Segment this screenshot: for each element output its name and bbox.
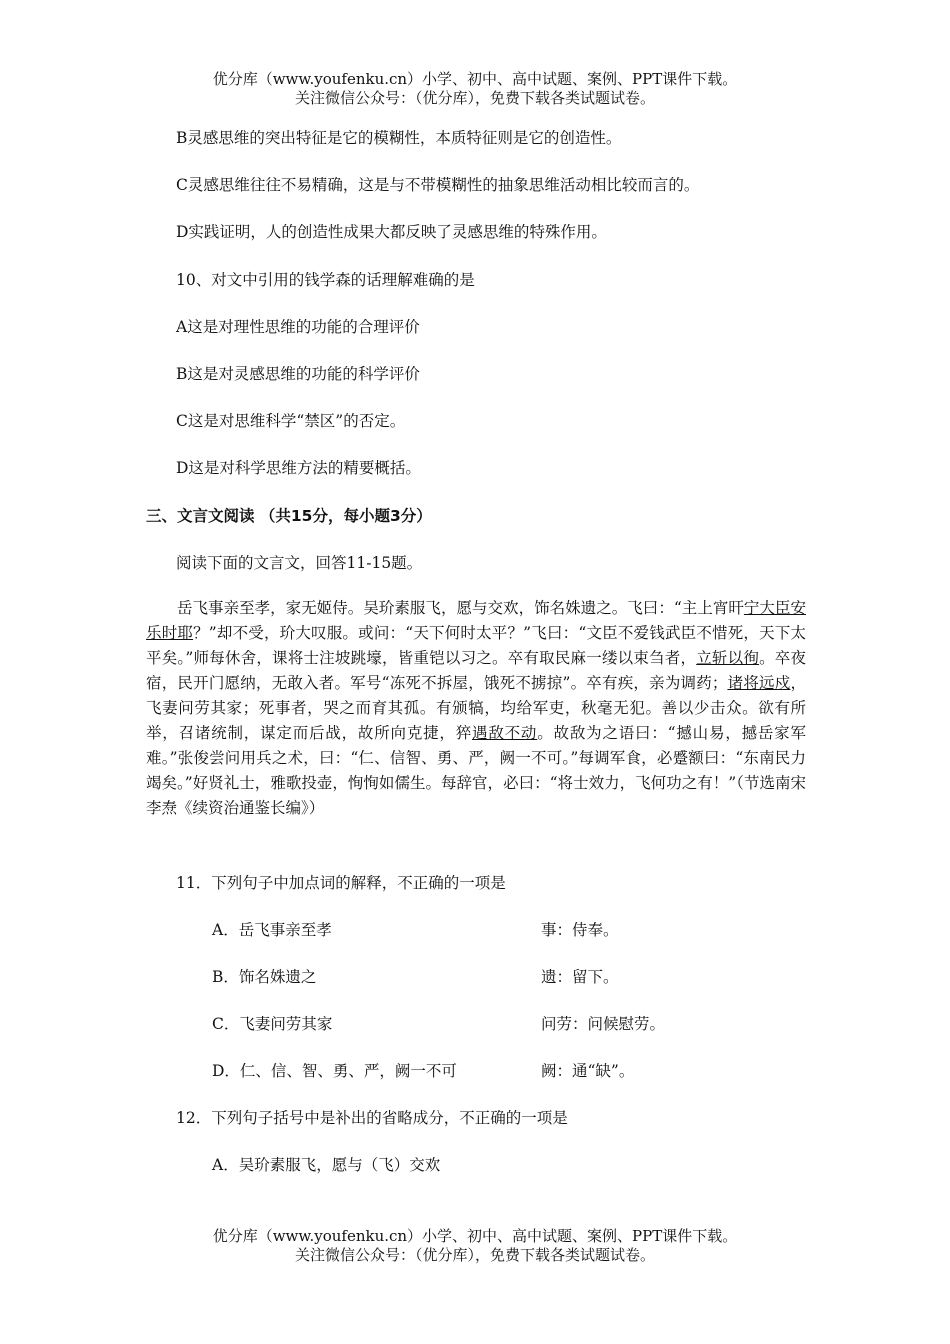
classical-passage — [146, 596, 806, 821]
q10-stem: 10、对文中引用的钱学森的话理解难确的是 — [176, 271, 475, 289]
q11-option-c: C．飞妻问劳其家 — [212, 1015, 333, 1033]
page-footer — [0, 1227, 950, 1265]
passage-segment: 岳飞事亲至孝，家无姬侍。吴玠素服飞，愿与交欢，饰名姝遗之。飞曰：“主上宵旰 — [177, 599, 744, 617]
q11-option-d: D．仁、信、智、勇、严，阙一不可 — [212, 1062, 457, 1080]
page-header — [0, 70, 950, 108]
q10-option-d: D这是对科学思维方法的精要概括。 — [176, 459, 421, 477]
footer-line-1: 优分库（www.youfenku.cn）小学、初中、高中试题、案例、PPT课件下载。 — [212, 1227, 738, 1245]
q11-option-b: B．饰名姝遗之 — [212, 968, 317, 986]
q11-option-c-def: 问劳：问候慰劳。 — [541, 1015, 666, 1033]
q11-option-a-def: 事：侍奉。 — [541, 921, 619, 939]
q11-option-a: A．岳飞事亲至孝 — [212, 921, 332, 939]
underlined-phrase: 诸将远戍 — [727, 674, 791, 692]
q10-option-c: C这是对思维科学“禁区”的否定。 — [176, 412, 406, 430]
passage-segment: ？”却不受，玠大叹服。或问：“天下何时太平？”飞曰：“文臣不爱钱武臣不惜死，天下太平矣。”师每休舍，课将士注坡跳壕，皆重铠以习之。卒有取民麻一缕以束刍者， — [146, 624, 806, 667]
header-line-1: 优分库（www.youfenku.cn）小学、初中、高中试题、案例、PPT课件下载。 — [212, 70, 738, 88]
passage-segment: 。卒夜宿，民开门愿纳，无敢入者。军号“冻死不拆屋，饿死不掳掠”。卒有疾，亲为调药； — [146, 649, 806, 692]
passage-segment: ，飞妻问劳其家；死事者，哭之而育其孤。有颁犒，均给军吏，秋毫无犯。善以少击众。欲有所举，召诸统制，谋定而后战，故所向克捷，猝 — [146, 674, 806, 742]
q9-option-b: B灵感思维的突出特征是它的模糊性，本质特征则是它的创造性。 — [176, 129, 622, 147]
q9-option-d: D实践证明，人的创造性成果大都反映了灵感思维的特殊作用。 — [176, 223, 607, 241]
q11-option-d-def: 阙：通“缺”。 — [541, 1062, 635, 1080]
underlined-phrase: 遇敌不动 — [472, 724, 538, 742]
q12-option-a: A．吴玠素服飞，愿与（飞）交欢 — [212, 1156, 441, 1174]
q9-option-c: C灵感思维往往不易精确，这是与不带模糊性的抽象思维活动相比较而言的。 — [176, 176, 700, 194]
q10-option-b: B这是对灵感思维的功能的科学评价 — [176, 365, 420, 383]
section-3-instruction: 阅读下面的文言文，回答11-15题。 — [176, 554, 423, 572]
underlined-phrase: 宁大臣安乐时耶 — [146, 599, 806, 642]
q11-stem: 11．下列句子中加点词的解释，不正确的一项是 — [176, 874, 506, 892]
underlined-phrase: 立斩以徇 — [696, 649, 760, 667]
footer-line-2: 关注微信公众号：（优分库），免费下载各类试题试卷。 — [294, 1246, 655, 1264]
q12-stem: 12．下列句子括号中是补出的省略成分，不正确的一项是 — [176, 1109, 568, 1127]
passage-segment: 。故敌为之语曰：“撼山易，撼岳家军难。”张俊尝问用兵之术，曰：“仁、信智、勇、严，阙一不可。”每调军食，必蹙额曰：“东南民力竭矣。”好贤礼士，雅歌投壶，恂恂如儒生。每辞官，必曰：“将士效力，飞何功之有！”（节选南宋李焘《续资治通鉴长编》） — [146, 724, 806, 817]
section-3-title: 三、文言文阅读 （共15分，每小题3分） — [146, 507, 432, 525]
q11-option-b-def: 遗：留下。 — [541, 968, 619, 986]
header-line-2: 关注微信公众号：（优分库），免费下载各类试题试卷。 — [294, 89, 655, 107]
q10-option-a: A这是对理性思维的功能的合理评价 — [176, 318, 420, 336]
